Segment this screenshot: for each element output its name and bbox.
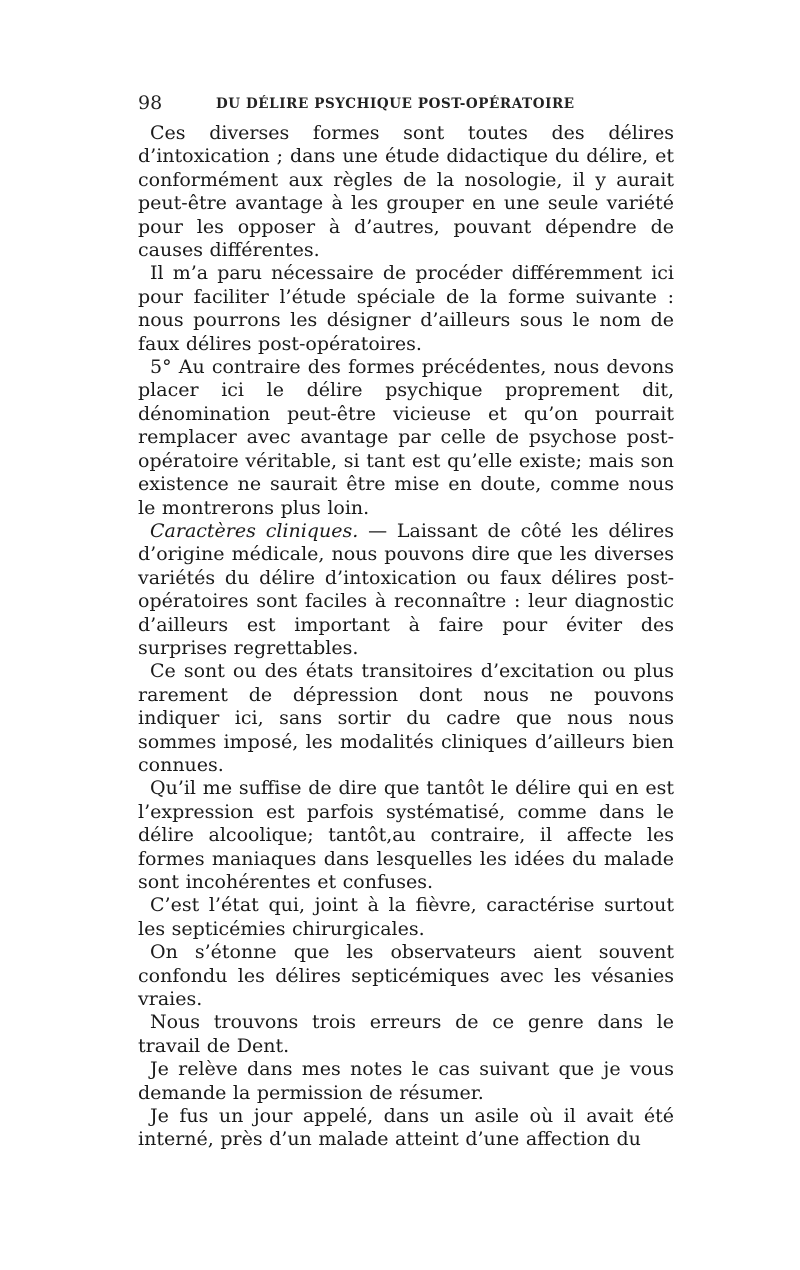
- paragraph: Je fus un jour appelé, dans un asile où il avait été interné, près d’un malade atteint d’une affection du: [138, 1105, 674, 1151]
- paragraph: Nous trouvons trois erreurs de ce genre dans le travail de Dent.: [138, 1011, 674, 1057]
- paragraph: Ces diverses formes sont toutes des délires d’intoxication ; dans une étude didactique du délire, et conformément aux règles de la nosologie, il y aurait peut-être avantage à les grouper en une seule variété pour les opposer à d’autres, pouvant dépendre de causes différentes.: [138, 122, 674, 262]
- paragraph: Qu’il me suffise de dire que tantôt le délire qui en est l’expression est parfois systématisé, comme dans le délire alcoolique; tantôt,au contraire, il affecte les formes maniaques dans lesquelles les idées du malade sont incohérentes et confuses.: [138, 777, 674, 893]
- page-number: 98: [138, 92, 163, 114]
- paragraph: Caractères cliniques. — Laissant de côté les délires d’origine médicale, nous pouvons dire que les diverses variétés du délire d’intoxication ou faux délires post-opératoires sont faciles à reconnaître : leur diagnostic d’ailleurs est important à faire pour éviter des surprises regrettables.: [138, 519, 674, 659]
- paragraph: Il m’a paru nécessaire de procéder différemment ici pour faciliter l’étude spéciale de la forme suivante : nous pourrons les désigner d’ailleurs sous le nom de faux délires post-opératoires.: [138, 262, 674, 355]
- paragraph: Je relève dans mes notes le cas suivant que je vous demande la permission de résumer.: [138, 1058, 674, 1104]
- paragraph: C’est l’état qui, joint à la fièvre, caractérise surtout les septicémies chirurgicales.: [138, 894, 674, 940]
- paragraph: 5° Au contraire des formes précédentes, nous devons placer ici le délire psychique proprement dit, dénomination peut-être vicieuse et qu’on pourrait remplacer avec avantage par celle de psychose post-opératoire véritable, si tant est qu’elle existe; mais son existence ne saurait être mise en doute, comme nous le montrerons plus loin.: [138, 356, 674, 519]
- paragraph: Ce sont ou des états transitoires d’excitation ou plus rarement de dépression dont nous ne pouvons indiquer ici, sans sortir du cadre que nous nous sommes imposé, les modalités cliniques d’ailleurs bien connues.: [138, 660, 674, 776]
- section-lead: Caractères cliniques.: [150, 519, 359, 542]
- body-text: [138, 122, 674, 1152]
- running-head: DU DÉLIRE PSYCHIQUE POST-OPÉRATOIRE: [216, 96, 575, 112]
- paragraph: On s’étonne que les observateurs aient souvent confondu les délires septicémiques avec les vésanies vraies.: [138, 941, 674, 1011]
- page-header: [138, 92, 674, 116]
